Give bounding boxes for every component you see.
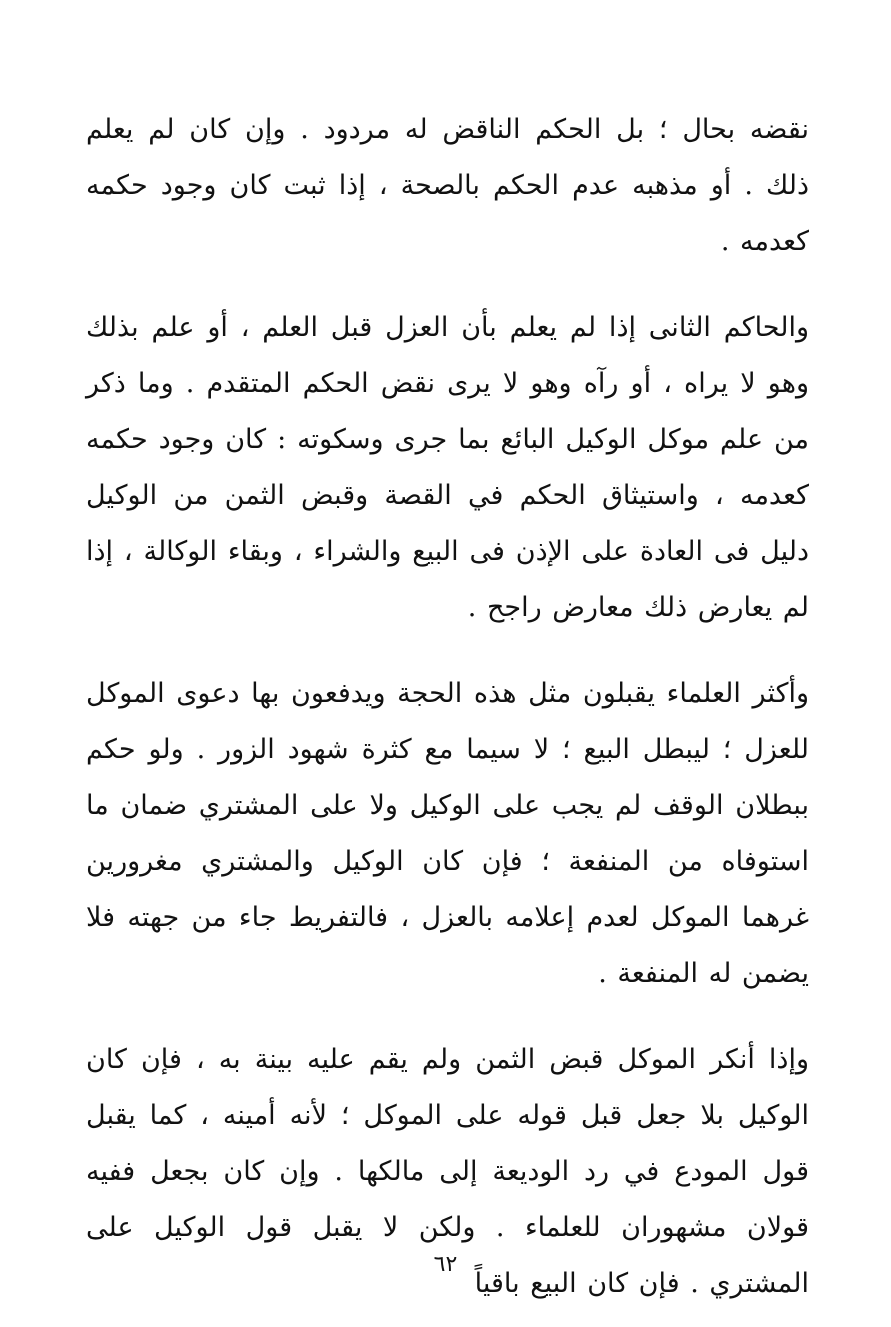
paragraph-1: نقضه بحال ؛ بل الحكم الناقض له مردود . وإن كان لم يعلم ذلك . أو مذهبه عدم الحكم بالصحة ، إذا ثبت كان وجود حكمه كعدمه . [86,114,809,257]
paragraph-3: وأكثر العلماء يقبلون مثل هذه الحجة ويدفعون بها دعوى الموكل للعزل ؛ ليبطل البيع ؛ لا سيما مع كثرة شهود الزور . ولو حكم ببطلان الوقف لم يجب على الوكيل ولا على المشتري ضمان ما استوفاه من المنفعة ؛ فإن كان الوكيل والمشتري مغرورين غرهما الموكل لعدم إعلامه بالعزل ، فالتفريط جاء من جهته فلا يضمن له المنفعة . [86,678,809,989]
page-body [86,102,809,1312]
paragraph-2: والحاكم الثانى إذا لم يعلم بأن العزل قبل العلم ، أو علم بذلك وهو لا يراه ، أو رآه وهو لا يرى نقض الحكم المتقدم . وما ذكر من علم موكل الوكيل البائع بما جرى وسكوته : كان وجود حكمه كعدمه ، واستيثاق الحكم في القصة وقبض الثمن من الوكيل دليل فى العادة على الإذن فى البيع والشراء ، وبقاء الوكالة ، إذا لم يعارض ذلك معارض راجح . [86,312,809,623]
paragraph-4: وإذا أنكر الموكل قبض الثمن ولم يقم عليه بينة به ، فإن كان الوكيل بلا جعل قبل قوله على الموكل ؛ لأنه أمينه ، كما يقبل قول المودع في رد الوديعة إلى مالكها . وإن كان بجعل ففيه قولان مشهوران للعلماء . ولكن لا يقبل قول الوكيل على المشتري . فإن كان البيع باقياً [86,1044,809,1299]
page-number: ٦٢ [433,1252,458,1277]
